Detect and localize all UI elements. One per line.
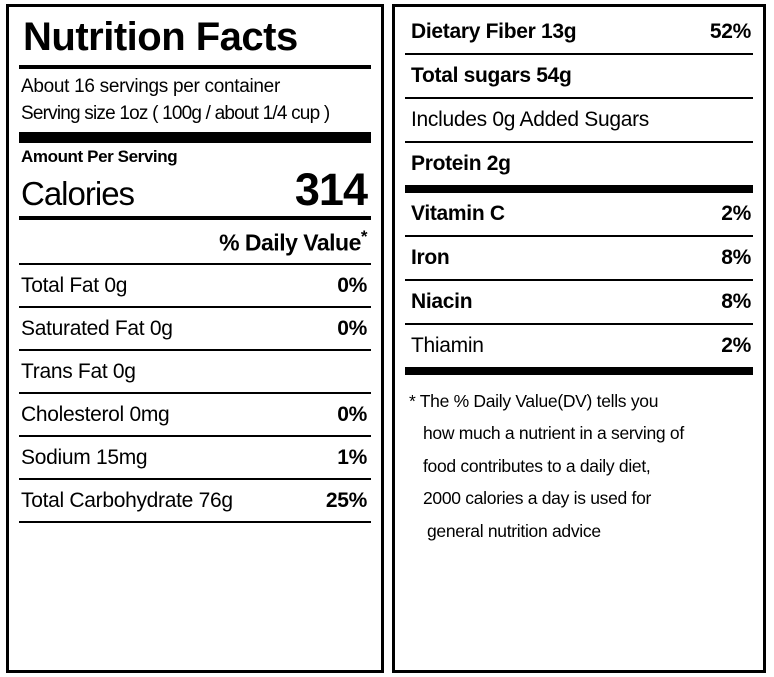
footnote-line: 2000 calories a day is used for bbox=[423, 488, 652, 509]
nutrient-dv: 8% bbox=[721, 290, 751, 313]
table-row bbox=[405, 99, 753, 143]
page-title: Nutrition Facts bbox=[19, 11, 371, 69]
calories-value: 314 bbox=[294, 164, 367, 215]
footnote-line: how much a nutrient in a serving of bbox=[423, 423, 684, 444]
nutrient-name: Iron bbox=[411, 246, 450, 269]
serving-size: Serving size 1oz ( 100g / about 1/4 cup ) bbox=[19, 101, 371, 143]
daily-value-footnote bbox=[405, 375, 753, 547]
footnote-line: food contributes to a daily diet, bbox=[423, 455, 651, 476]
table-row bbox=[19, 308, 371, 351]
table-row bbox=[19, 351, 371, 394]
nutrient-name: Total sugars 54g bbox=[411, 64, 572, 87]
nutrient-dv: 8% bbox=[721, 246, 751, 269]
calories-row bbox=[19, 164, 371, 220]
nutrient-dv: 52% bbox=[709, 20, 751, 43]
daily-value-asterisk: * bbox=[360, 227, 367, 246]
nutrient-dv: 0% bbox=[337, 273, 367, 297]
nutrient-name: Cholesterol 0mg bbox=[21, 402, 170, 426]
nutrient-name: Protein 2g bbox=[411, 152, 511, 175]
table-row bbox=[405, 325, 753, 375]
daily-value-header bbox=[19, 220, 371, 265]
table-row bbox=[405, 237, 753, 281]
nutrient-name: Includes 0g Added Sugars bbox=[411, 108, 649, 131]
nutrient-name: Dietary Fiber 13g bbox=[411, 20, 577, 43]
nutrient-name: Vitamin C bbox=[411, 202, 505, 225]
nutrition-panel-right bbox=[392, 4, 766, 673]
servings-per-container: About 16 servings per container bbox=[21, 76, 280, 97]
table-row bbox=[19, 265, 371, 308]
footnote-line: * The % Daily Value(DV) tells you bbox=[409, 391, 659, 411]
nutrient-dv: 2% bbox=[721, 334, 751, 357]
table-row bbox=[405, 55, 753, 99]
table-row bbox=[405, 281, 753, 325]
nutrient-dv: 0% bbox=[337, 316, 367, 340]
nutrient-dv: 2% bbox=[721, 202, 751, 225]
nutrient-name: Total Fat 0g bbox=[21, 273, 128, 297]
nutrient-name: Trans Fat 0g bbox=[21, 359, 136, 383]
nutrient-dv: 0% bbox=[337, 402, 367, 426]
nutrient-dv: 1% bbox=[337, 445, 367, 469]
footnote-line: general nutrition advice bbox=[427, 520, 601, 541]
nutrient-name: Thiamin bbox=[411, 334, 484, 357]
table-row bbox=[405, 11, 753, 55]
nutrient-name: Sodium 15mg bbox=[21, 445, 148, 469]
nutrient-name: Niacin bbox=[411, 290, 473, 313]
nutrition-panel-left bbox=[6, 4, 384, 673]
calories-label: Calories bbox=[21, 175, 135, 213]
table-row bbox=[405, 143, 753, 193]
daily-value-header-text: % Daily Value bbox=[219, 229, 361, 256]
nutrient-name: Total Carbohydrate 76g bbox=[21, 488, 233, 512]
left-column-spacer bbox=[19, 523, 371, 666]
amount-per-serving-label: Amount Per Serving bbox=[21, 147, 178, 166]
nutrient-dv: 25% bbox=[325, 488, 367, 512]
right-column-spacer bbox=[405, 547, 753, 666]
table-row bbox=[19, 480, 371, 523]
table-row bbox=[19, 394, 371, 437]
table-row bbox=[19, 437, 371, 480]
nutrient-name: Saturated Fat 0g bbox=[21, 316, 173, 340]
table-row bbox=[405, 193, 753, 237]
